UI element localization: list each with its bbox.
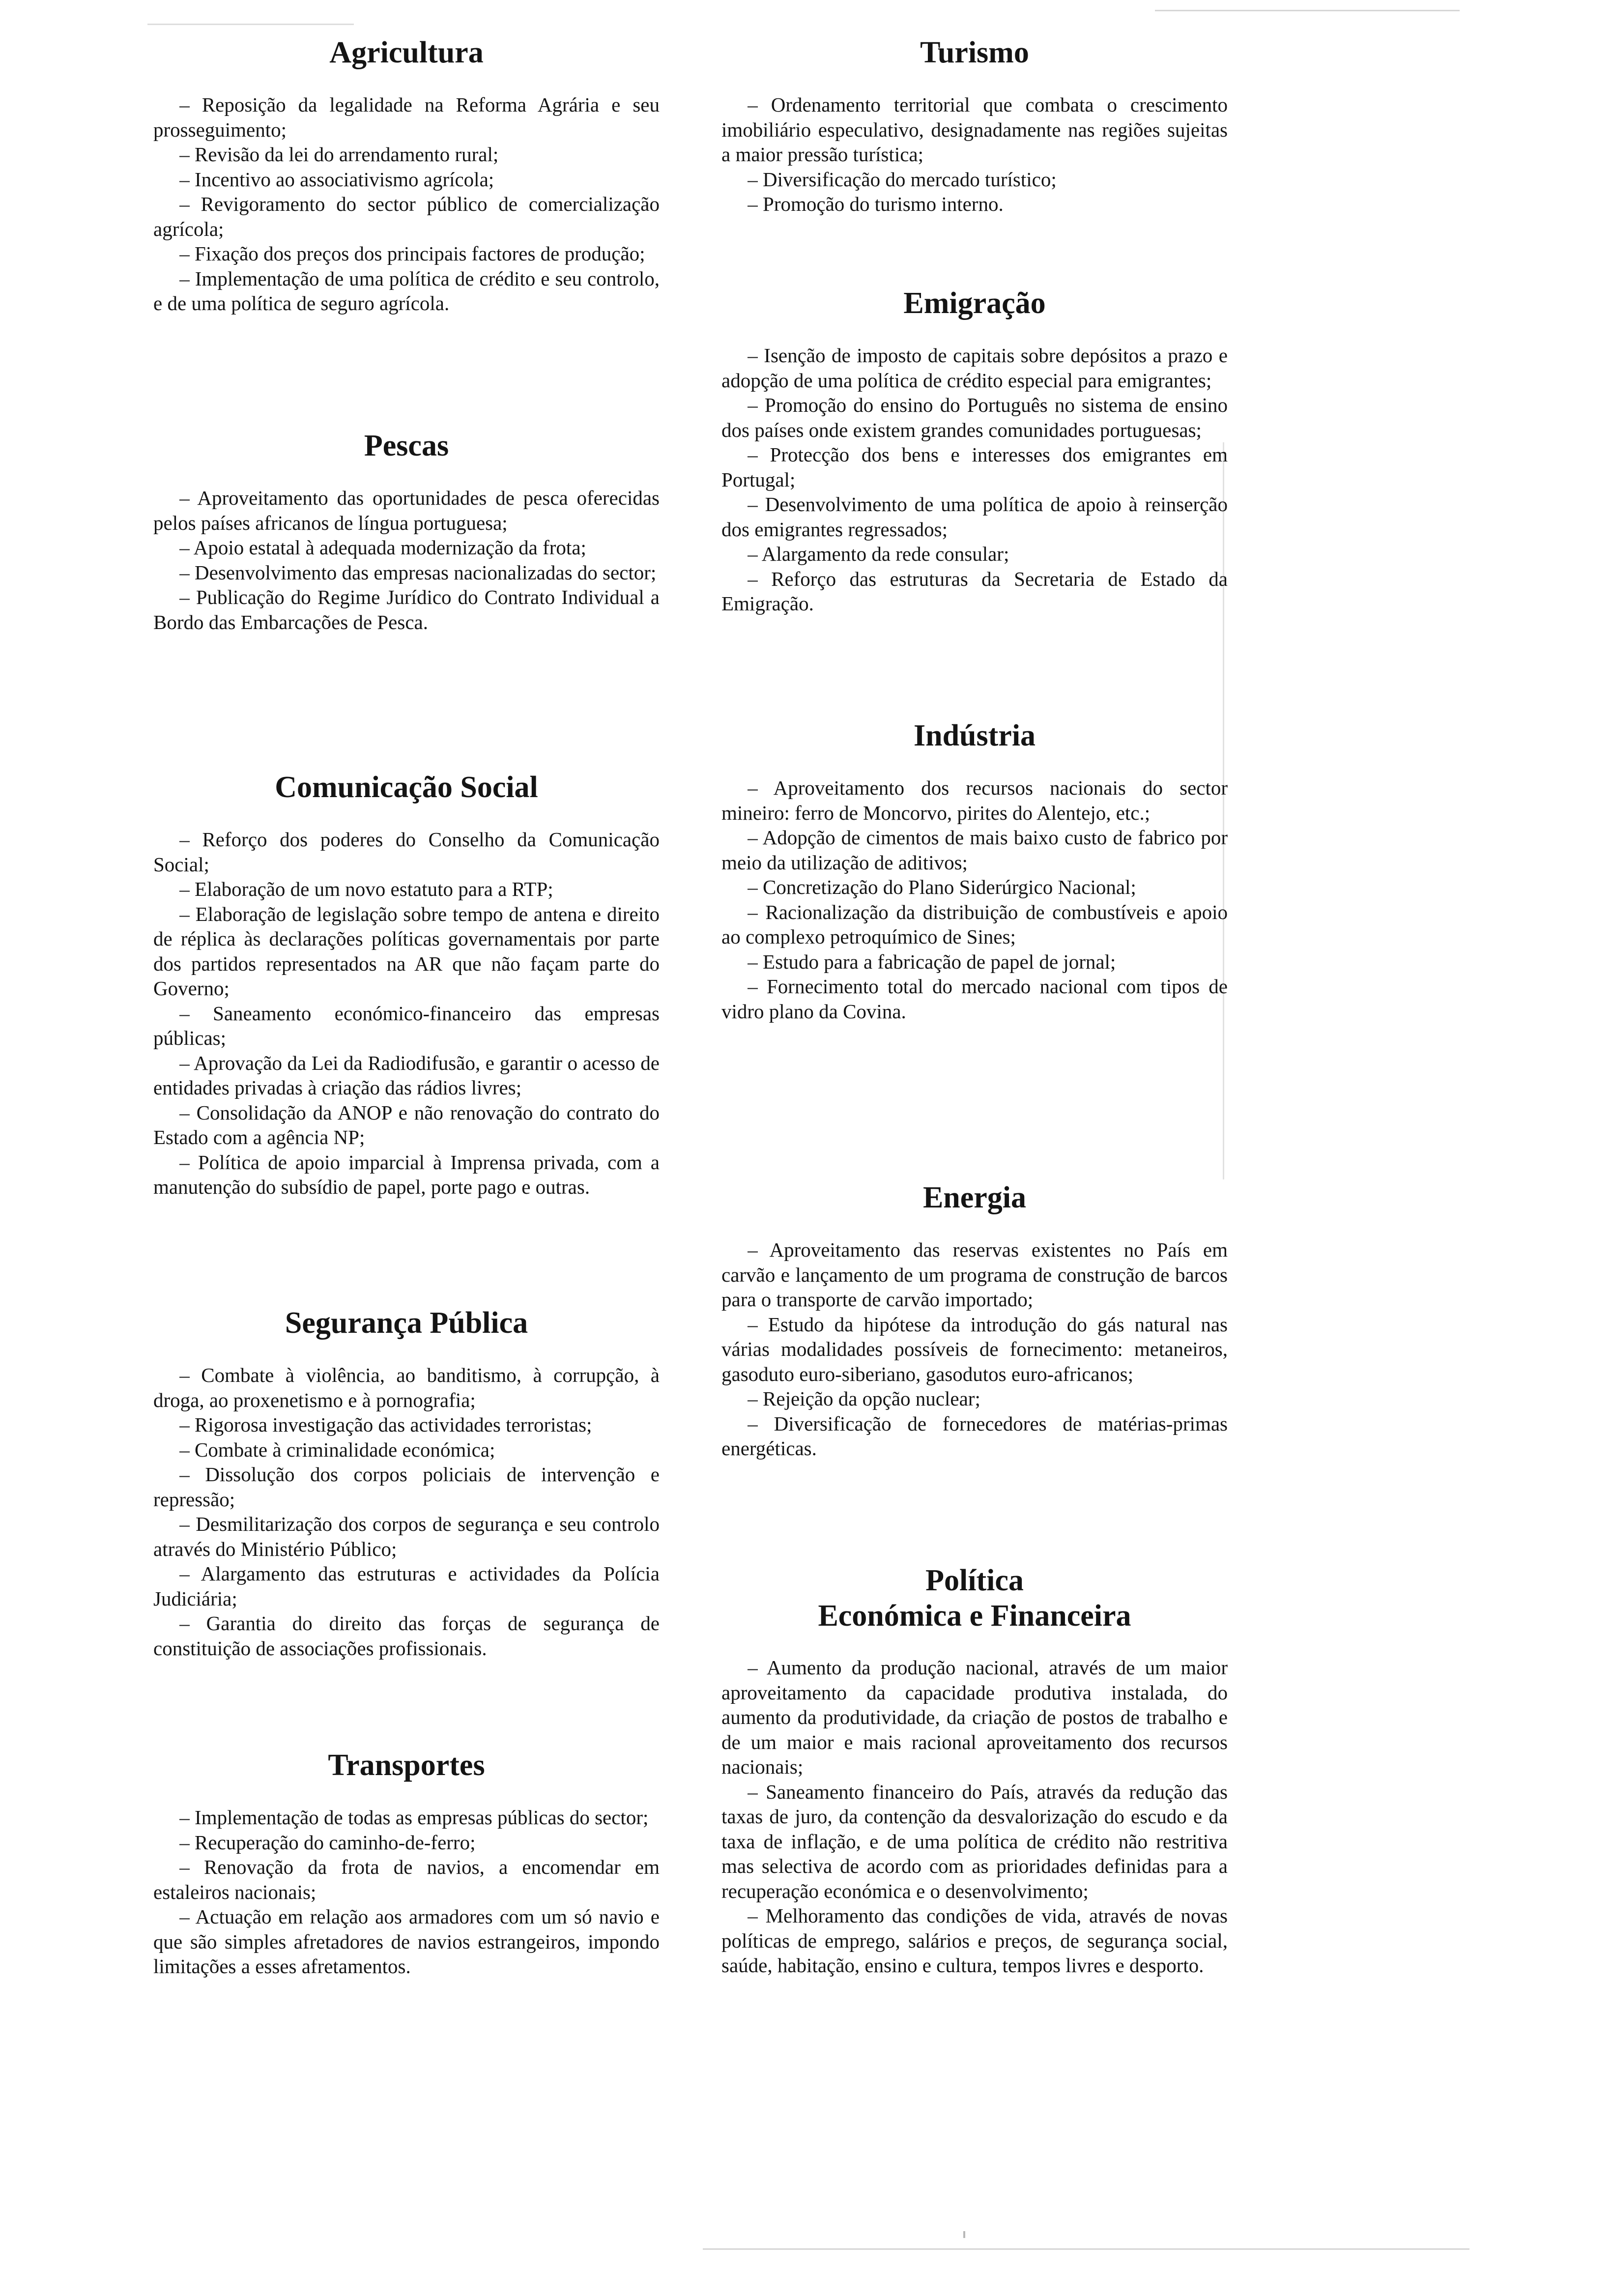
list-item: – Saneamento económico-financeiro das empresas públicas; bbox=[153, 1002, 660, 1049]
section-title: Indústria bbox=[913, 719, 1036, 752]
list-item: – Alargamento da rede consular; bbox=[748, 543, 1009, 565]
list-item: – Aumento da produção nacional, através de um maior aproveitamento da capacidade produtiva instalada, do aumento da produtividade, da criação de postos de trabalho e de um maior e mais racional aproveitamento dos recursos nacionais; bbox=[721, 1656, 1228, 1778]
list-item: – Adopção de cimentos de mais baixo custo de fabrico por meio da utilização de aditivos; bbox=[721, 826, 1228, 874]
list-item: – Aprovação da Lei da Radiodifusão, e garantir o acesso de entidades privadas à criação das rádios livres; bbox=[153, 1051, 660, 1099]
list-item: – Concretização do Plano Siderúrgico Nacional; bbox=[748, 876, 1136, 898]
section-title bbox=[721, 1563, 1228, 1634]
list-item: – Aproveitamento dos recursos nacionais do sector mineiro: ferro de Moncorvo, pirites do Alentejo, etc.; bbox=[721, 776, 1228, 824]
section-title: Turismo bbox=[920, 36, 1029, 69]
list-item: – Saneamento financeiro do País, através da redução das taxas de juro, da contenção da desvalorização do escudo e da taxa de inflação, e de uma política de crédito não restritiva mas selectiva de acordo com as prioridades definidas para a recuperação económica e o desenvolvimento; bbox=[721, 1780, 1228, 1902]
list-item: – Incentivo ao associativismo agrícola; bbox=[179, 168, 494, 191]
section-transportes bbox=[153, 1747, 660, 1979]
list-item: – Diversificação de fornecedores de matérias-primas energéticas. bbox=[721, 1412, 1228, 1460]
list-item: – Promoção do ensino do Português no sistema de ensino dos países onde existem grandes comunidades portuguesas; bbox=[721, 394, 1228, 441]
section-title: Pescas bbox=[364, 429, 449, 462]
list-item: – Garantia do direito das forças de segurança de constituição de associações profissionais. bbox=[153, 1612, 660, 1660]
section-pescas bbox=[153, 428, 660, 634]
list-item: – Fixação dos preços dos principais factores de produção; bbox=[179, 242, 645, 265]
scan-noise-top-right bbox=[1155, 10, 1460, 11]
list-item: – Consolidação da ANOP e não renovação do contrato do Estado com a agência NP; bbox=[153, 1101, 660, 1148]
list-item: – Desmilitarização dos corpos de segurança e seu controlo através do Ministério Público; bbox=[153, 1513, 660, 1560]
section-energia bbox=[721, 1179, 1228, 1461]
list-item: – Rejeição da opção nuclear; bbox=[748, 1387, 980, 1410]
list-item: – Actuação em relação aos armadores com um só navio e que são simples afretadores de navios estrangeiros, impondo limitações a esses afretamentos. bbox=[153, 1905, 660, 1978]
list-item: – Revisão da lei do arrendamento rural; bbox=[179, 143, 499, 166]
section-seguranca-publica bbox=[153, 1305, 660, 1661]
list-item: – Racionalização da distribuição de combustíveis e apoio ao complexo petroquímico de Sines; bbox=[721, 900, 1228, 948]
scan-noise-bottom bbox=[703, 2248, 1469, 2250]
list-item: – Protecção dos bens e interesses dos emigrantes em Portugal; bbox=[721, 443, 1228, 491]
list-item: – Aproveitamento das reservas existentes no País em carvão e lançamento de um programa de construção de barcos para o transporte de carvão importado; bbox=[721, 1238, 1228, 1311]
section-comunicacao-social bbox=[153, 769, 660, 1200]
section-title: Agricultura bbox=[329, 36, 484, 69]
list-item: – Dissolução dos corpos policiais de intervenção e repressão; bbox=[153, 1463, 660, 1511]
list-item: – Alargamento das estruturas e actividades da Polícia Judiciária; bbox=[153, 1562, 660, 1610]
list-item: – Ordenamento territorial que combata o crescimento imobiliário especulativo, designadamente nas regiões sujeitas a maior pressão turística; bbox=[721, 93, 1228, 166]
list-item: – Elaboração de um novo estatuto para a RTP; bbox=[179, 878, 553, 900]
list-item: – Publicação do Regime Jurídico do Contrato Individual a Bordo das Embarcações de Pesca. bbox=[153, 586, 660, 633]
list-item: – Desenvolvimento das empresas nacionalizadas do sector; bbox=[179, 561, 657, 584]
scan-noise-mark bbox=[963, 2231, 965, 2238]
list-item: – Reposição da legalidade na Reforma Agrária e seu prosseguimento; bbox=[153, 93, 660, 141]
section-title: Comunicação Social bbox=[275, 771, 538, 804]
list-item: – Promoção do turismo interno. bbox=[748, 193, 1004, 215]
list-item: – Combate à violência, ao banditismo, à corrupção, à droga, ao proxenetismo e à pornografia; bbox=[153, 1364, 660, 1411]
list-item: – Melhoramento das condições de vida, através de novas políticas de emprego, salários e preços, de segurança social, saúde, habitação, ensino e cultura, tempos livres e desporto. bbox=[721, 1904, 1228, 1977]
list-item: – Reforço das estruturas da Secretaria de Estado da Emigração. bbox=[721, 567, 1228, 615]
section-title: Segurança Pública bbox=[285, 1306, 528, 1340]
section-turismo bbox=[721, 34, 1228, 217]
list-item: – Implementação de todas as empresas públicas do sector; bbox=[179, 1806, 649, 1829]
section-industria bbox=[721, 718, 1228, 1024]
section-title-line1: Política bbox=[925, 1564, 1024, 1597]
list-item: – Política de apoio imparcial à Imprensa privada, com a manutenção do subsídio de papel, porte pago e outras. bbox=[153, 1150, 660, 1198]
scan-noise-top-left bbox=[147, 24, 354, 25]
list-item: – Reforço dos poderes do Conselho da Comunicação Social; bbox=[153, 828, 660, 876]
list-item: – Revigoramento do sector público de comercialização agrícola; bbox=[153, 193, 660, 240]
list-item: – Elaboração de legislação sobre tempo de antena e direito de réplica às declarações políticas governamentais por parte dos partidos representados na AR que não façam parte do Governo; bbox=[153, 902, 660, 1000]
list-item: – Estudo da hipótese da introdução do gás natural nas várias modalidades possíveis de fornecimento: metaneiros, gasoduto euro-siberiano, gasodutos euro-africanos; bbox=[721, 1313, 1228, 1385]
list-item: – Rigorosa investigação das actividades terroristas; bbox=[179, 1413, 592, 1436]
section-agricultura bbox=[153, 34, 660, 316]
list-item: – Renovação da frota de navios, a encomendar em estaleiros nacionais; bbox=[153, 1856, 660, 1903]
section-title-line2: Económica e Financeira bbox=[818, 1599, 1131, 1633]
section-title: Energia bbox=[922, 1181, 1027, 1214]
list-item: – Combate à criminalidade económica; bbox=[179, 1438, 495, 1461]
list-item: – Isenção de imposto de capitais sobre depósitos a prazo e adopção de uma política de crédito especial para emigrantes; bbox=[721, 344, 1228, 392]
section-title: Emigração bbox=[903, 287, 1046, 320]
list-item: – Apoio estatal à adequada modernização da frota; bbox=[179, 536, 586, 559]
list-item: – Fornecimento total do mercado nacional com tipos de vidro plano da Covina. bbox=[721, 975, 1228, 1023]
list-item: – Estudo para a fabricação de papel de jornal; bbox=[748, 950, 1116, 973]
section-title: Transportes bbox=[328, 1749, 485, 1782]
list-item: – Desenvolvimento de uma política de apoio à reinserção dos emigrantes regressados; bbox=[721, 493, 1228, 541]
list-item: – Aproveitamento das oportunidades de pesca oferecidas pelos países africanos de língua portuguesa; bbox=[153, 487, 660, 534]
list-item: – Recuperação do caminho-de-ferro; bbox=[179, 1831, 476, 1854]
list-item: – Diversificação do mercado turístico; bbox=[748, 168, 1057, 191]
section-politica-economica bbox=[721, 1563, 1228, 1978]
list-item: – Implementação de uma política de crédito e seu controlo, e de uma política de seguro agrícola. bbox=[153, 267, 660, 315]
section-emigracao bbox=[721, 285, 1228, 616]
